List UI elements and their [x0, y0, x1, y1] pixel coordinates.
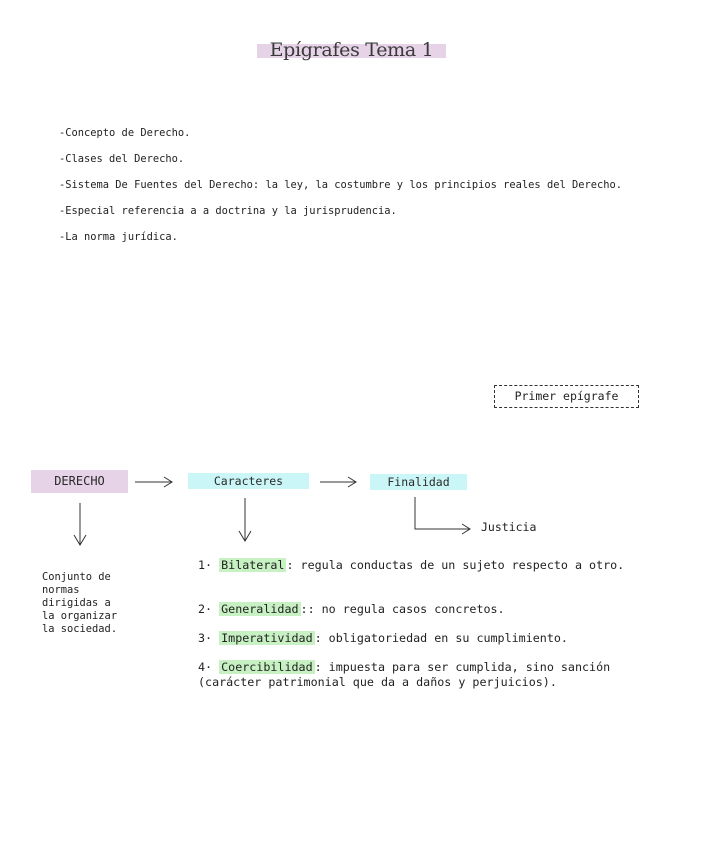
caracter-item — [198, 558, 638, 573]
item-number: 4· — [198, 660, 213, 674]
item-term: Coercibilidad — [221, 660, 313, 674]
topic-item: -Sistema De Fuentes del Derecho: la ley, la costumbre y los principios reales del Derecho. — [59, 179, 623, 191]
item-description: : impuesta para ser cumplida, sino sanción (carácter patrimonial que da a daños y perjuicios). — [198, 660, 611, 689]
definition-line: la organizar — [42, 610, 118, 622]
item-number: 3· — [198, 631, 213, 645]
topic-item: -Especial referencia a a doctrina y la jurisprudencia. — [59, 205, 397, 217]
caracter-item — [198, 660, 638, 690]
item-term: Imperatividad — [221, 631, 313, 645]
topic-item: -Clases del Derecho. — [59, 153, 185, 165]
item-term: Generalidad — [221, 602, 299, 616]
arrow-down-icon — [74, 503, 86, 545]
item-description: : obligatoriedad en su cumplimiento. — [314, 631, 568, 645]
definition-line: normas — [42, 584, 80, 596]
item-term: Bilateral — [221, 558, 285, 572]
caracter-item — [198, 602, 638, 617]
derecho-box: DERECHO — [31, 470, 128, 493]
arrow-elbow-icon — [415, 497, 470, 534]
arrow-right-icon — [320, 477, 356, 487]
item-number: 2· — [198, 602, 213, 616]
finalidad-box: Finalidad — [370, 474, 467, 490]
definition-line: dirigidas a — [42, 597, 111, 609]
justicia-label: Justicia — [481, 520, 537, 534]
caracter-item — [198, 631, 638, 646]
caracteres-box: Caracteres — [188, 473, 309, 489]
definition-line: la sociedad. — [42, 623, 118, 635]
section-label-box: Primer epígrafe — [494, 385, 639, 408]
definition-line: Conjunto de — [42, 571, 111, 583]
derecho-definition — [42, 571, 142, 636]
title-text: Epígrafes Tema 1 — [269, 39, 434, 61]
item-description: : regula conductas de un sujeto respecto a otro. — [286, 558, 625, 572]
topic-item: -Concepto de Derecho. — [59, 127, 191, 139]
arrow-right-icon — [135, 477, 172, 487]
arrow-down-icon — [239, 498, 251, 541]
topic-item: -La norma jurídica. — [59, 231, 178, 243]
item-number: 1· — [198, 558, 213, 572]
item-description: :: no regula casos concretos. — [300, 602, 505, 616]
